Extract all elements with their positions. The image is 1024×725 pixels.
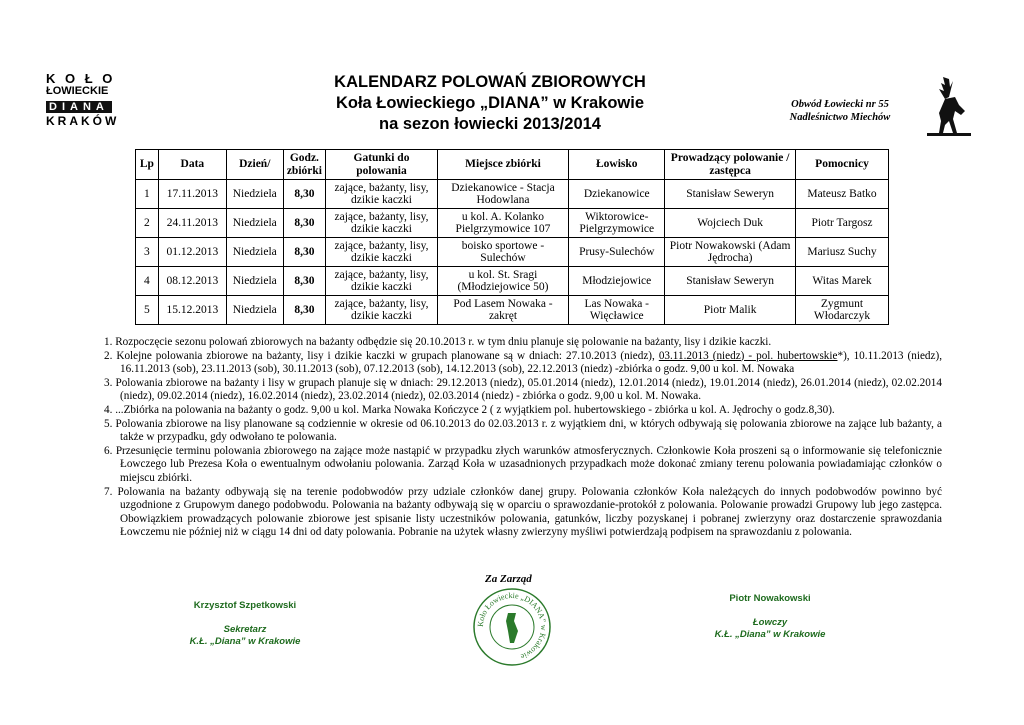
cell-leader: Wojciech Duk bbox=[665, 209, 796, 238]
header-helpers: Pomocnicy bbox=[796, 150, 889, 180]
logo-line-2: ŁOWIECKIE bbox=[46, 85, 109, 97]
table-row bbox=[136, 209, 889, 238]
cell-helper: Witas Marek bbox=[796, 267, 889, 296]
district-info bbox=[770, 98, 910, 124]
logo-line-4: KRAKÓW bbox=[46, 114, 120, 128]
note-2-end: *), 10.11.2013 (niedz), 16.11.2013 (sob), 23.11.2013 (sob), 30.11.2013 (sob), 07.12.2013 (sob), 14.12.2013 (sob), 22.12.2013 (niedz) -zbiórka o godz. 9,00 u kol. M. Nowaka bbox=[120, 349, 942, 376]
header-ground: Łowisko bbox=[569, 150, 665, 180]
cell-day: Niedziela bbox=[227, 180, 284, 209]
cell-hour: 8,30 bbox=[283, 180, 326, 209]
cell-day: Niedziela bbox=[227, 267, 284, 296]
note-2-start: 2. Kolejne polowania zbiorowe na bażanty, lisy i dzikie kaczki w grupach planowane są w dniach: 27.10.2013 (niedz), bbox=[104, 349, 659, 362]
table-row bbox=[136, 180, 889, 209]
cell-date: 01.12.2013 bbox=[158, 238, 226, 267]
note-2 bbox=[102, 350, 942, 377]
cell-date: 15.12.2013 bbox=[158, 296, 226, 325]
title-line-3: na sezon łowiecki 2013/2014 bbox=[379, 115, 601, 133]
secretary-signature bbox=[175, 600, 315, 648]
cell-lp: 3 bbox=[136, 238, 159, 267]
cell-species: zające, bażanty, lisy, dzikie kaczki bbox=[326, 296, 437, 325]
cell-species: zające, bażanty, lisy, dzikie kaczki bbox=[326, 180, 437, 209]
seal-text: Koło Łowieckie „DIANA” w Krakowie bbox=[475, 590, 549, 662]
cell-species: zające, bażanty, lisy, dzikie kaczki bbox=[326, 267, 437, 296]
cell-lp: 1 bbox=[136, 180, 159, 209]
cell-ground: Dziekanowice bbox=[569, 180, 665, 209]
hunts-table bbox=[135, 149, 889, 325]
cell-hour: 8,30 bbox=[283, 267, 326, 296]
secretary-org: K.Ł. „Diana” w Krakowie bbox=[189, 636, 301, 647]
header-hour: Godz. zbiórki bbox=[283, 150, 326, 180]
cell-ground: Młodziejowice bbox=[569, 267, 665, 296]
notes-list bbox=[102, 336, 942, 540]
gamekeeper-role: Łowczy bbox=[752, 617, 788, 628]
cell-place: boisko sportowe - Sulechów bbox=[437, 238, 569, 267]
cell-place: Pod Lasem Nowaka - zakręt bbox=[437, 296, 569, 325]
gamekeeper-signature bbox=[695, 593, 845, 641]
page-title bbox=[280, 72, 700, 135]
cell-date: 08.12.2013 bbox=[158, 267, 226, 296]
cell-day: Niedziela bbox=[227, 296, 284, 325]
club-logo bbox=[46, 73, 124, 127]
note-7: 7. Polowania na bażanty odbywają się na terenie podobwodów przy udziale członków danej grupy. Polowania członków Koła należących do innych podobwodów powinno być uzgodnione z Grupowym danego podobwodu. Polowania na bażanty odbywają się w oparciu o sprawozdanie-protokół z polowania. Polowanie prowadzi Grupowy lub jego zastępca. Obowiązkiem prowadzących polowanie zbiorowe jest spisanie listy uczestników polowania, gatunków, liczby pozyskanej i pobranej zwierzyny oraz dostarczenie sprawozdania Łowczemu nie później niż w ciągu 14 dni od daty polowania. Pobranie na użytek własny zwierzyny myśliwi potwierdzają podpisem na sprawozdaniu z polowania. bbox=[104, 485, 942, 539]
cell-day: Niedziela bbox=[227, 209, 284, 238]
cell-species: zające, bażanty, lisy, dzikie kaczki bbox=[326, 209, 437, 238]
header-lp: Lp bbox=[136, 150, 159, 180]
secretary-role: Sekretarz bbox=[223, 624, 267, 635]
title-line-1: KALENDARZ POLOWAŃ ZBIOROWYCH bbox=[334, 73, 646, 91]
cell-date: 24.11.2013 bbox=[158, 209, 226, 238]
cell-leader: Stanisław Seweryn bbox=[665, 180, 796, 209]
cell-ground: Prusy-Sulechów bbox=[569, 238, 665, 267]
cell-species: zające, bażanty, lisy, dzikie kaczki bbox=[326, 238, 437, 267]
cell-helper: Mariusz Suchy bbox=[796, 238, 889, 267]
cell-lp: 2 bbox=[136, 209, 159, 238]
cell-leader: Piotr Malik bbox=[665, 296, 796, 325]
cell-lp: 4 bbox=[136, 267, 159, 296]
table-row bbox=[136, 238, 889, 267]
cell-ground: Wiktorowice- Pielgrzymowice bbox=[569, 209, 665, 238]
cell-leader: Piotr Nowakowski (Adam Jędrocha) bbox=[665, 238, 796, 267]
gamekeeper-org: K.Ł. „Diana” w Krakowie bbox=[714, 629, 826, 640]
gamekeeper-name: Piotr Nowakowski bbox=[729, 593, 811, 604]
header-day: Dzień/ bbox=[227, 150, 284, 180]
cell-ground: Las Nowaka -Więcławice bbox=[569, 296, 665, 325]
logo-line-3: DIANA bbox=[46, 101, 112, 113]
club-seal-icon bbox=[472, 587, 552, 667]
cell-place: u kol. A. Kolanko Pielgrzymowice 107 bbox=[437, 209, 569, 238]
header-leader: Prowadzący polowanie / zastępca bbox=[665, 150, 796, 180]
cell-place: u kol. St. Sragi (Młodziejowice 50) bbox=[437, 267, 569, 296]
table-row bbox=[136, 296, 889, 325]
cell-date: 17.11.2013 bbox=[158, 180, 226, 209]
cell-place: Dziekanowice - Stacja Hodowlana bbox=[437, 180, 569, 209]
cell-hour: 8,30 bbox=[283, 209, 326, 238]
forest-district: Nadleśnictwo Miechów bbox=[789, 112, 891, 123]
logo-line-1: K O Ł O bbox=[46, 71, 116, 86]
cell-helper: Piotr Targosz bbox=[796, 209, 889, 238]
note-5: 5. Polowania zbiorowe na lisy planowane są codziennie w okresie od 06.10.2013 do 02.03.2013 r. z wyjątkiem dni, w których odbywają się polowania zbiorowe na zające lub bażanty, a także w przypadku, gdy odwołano te polowania. bbox=[104, 417, 942, 444]
header-place: Miejsce zbiórki bbox=[437, 150, 569, 180]
note-4: 4. ...Zbiórka na polowania na bażanty o godz. 9,00 u kol. Marka Nowaka Kończyce 2 ( z wyjątkiem pol. hubertowskiego - zbiórka u kol. A. Jędrochy o godz.8,30). bbox=[104, 403, 835, 416]
table-row bbox=[136, 267, 889, 296]
board-label: Za Zarząd bbox=[485, 573, 532, 585]
cell-helper: Mateusz Batko bbox=[796, 180, 889, 209]
cell-helper: Zygmunt Włodarczyk bbox=[796, 296, 889, 325]
cell-hour: 8,30 bbox=[283, 238, 326, 267]
header-date: Data bbox=[158, 150, 226, 180]
cell-hour: 8,30 bbox=[283, 296, 326, 325]
note-3: 3. Polowania zbiorowe na bażanty i lisy w grupach planuje się w dniach: 29.12.2013 (niedz), 05.01.2014 (niedz), 12.01.2014 (niedz), 19.01.2014 (niedz), 26.01.2014 (niedz), 02.02.2014 (niedz), 09.02.2014 (niedz), 16.02.2014 (niedz), 23.02.2014 (niedz), 02.03.2014 (niedz) - zbiórka o godz. 9,00 u kol. M. Nowaka. bbox=[104, 376, 942, 403]
secretary-name: Krzysztof Szpetkowski bbox=[193, 600, 297, 611]
deer-logo-icon bbox=[925, 75, 973, 137]
note-2-underlined: 03.11.2013 (niedz) - pol. hubertowskie bbox=[658, 349, 838, 362]
header-species: Gatunki do polowania bbox=[326, 150, 437, 180]
note-1: 1. Rozpoczęcie sezonu polowań zbiorowych na bażanty odbędzie się 20.10.2013 r. w tym dniu planuje się polowanie na bażanty, lisy i dzikie kaczki. bbox=[104, 336, 772, 348]
title-line-2: Koła Łowieckiego „DIANA” w Krakowie bbox=[335, 94, 645, 112]
cell-day: Niedziela bbox=[227, 238, 284, 267]
cell-leader: Stanisław Seweryn bbox=[665, 267, 796, 296]
cell-lp: 5 bbox=[136, 296, 159, 325]
district-name: Obwód Łowiecki nr 55 bbox=[791, 99, 889, 110]
note-6: 6. Przesunięcie terminu polowania zbiorowego na zające może nastąpić w przypadku złych warunków atmosferycznych. Członkowie Koła proszeni są o informowanie się telefonicznie Łowczego lub Prezesa Koła o ewentualnym odwołaniu polowania. Zarząd Koła w uzasadnionych przypadkach może dokonać zmiany terenu polowania powiadamiając członków o miejscu zbiórki. bbox=[104, 444, 942, 484]
table-header-row bbox=[136, 150, 889, 180]
